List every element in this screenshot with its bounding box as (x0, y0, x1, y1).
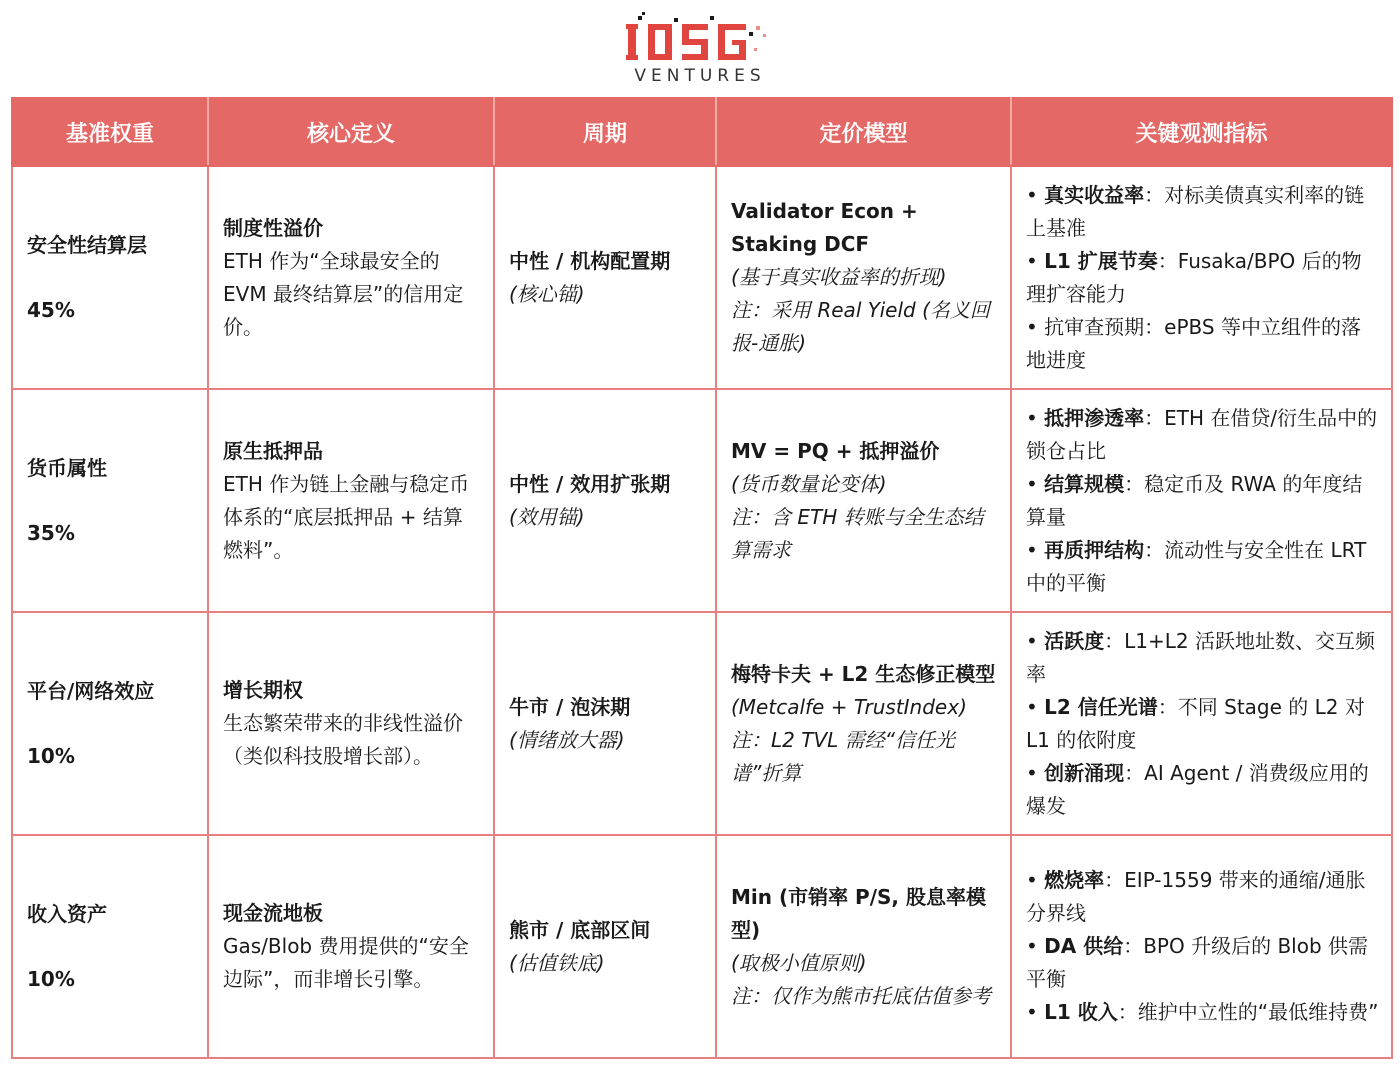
header-pricing-model: 定价模型 (716, 98, 1011, 166)
model-italic: (Metcalfe + TrustIndex) (731, 694, 967, 719)
model-italic: (货币数量论变体) (731, 471, 887, 496)
weight-name: 货币属性 (27, 455, 107, 480)
weight-value: 45% (27, 297, 75, 322)
indicator-label: 活跃度 (1044, 628, 1105, 653)
definition-cell (208, 166, 494, 389)
indicator-label: L1 扩展节奏 (1044, 248, 1158, 273)
indicator-item: • 抗审查预期：ePBS 等中立组件的落地进度 (1026, 314, 1361, 372)
indicator-text: 抗审查预期：ePBS 等中立组件的落地进度 (1026, 314, 1361, 372)
indicator-item: • 燃烧率：EIP-1559 带来的通缩/通胀分界线 (1026, 868, 1366, 925)
iosg-logo (0, 8, 1400, 88)
indicator-label: 创新涌现 (1044, 760, 1125, 785)
cycle-title: 中性 / 机构配置期 (509, 248, 671, 273)
definition-cell (208, 835, 494, 1058)
model-title: MV = PQ + 抵押溢价 (731, 438, 940, 463)
indicators-cell (1011, 612, 1392, 835)
definition-body: Gas/Blob 费用提供的“安全边际”，而非增长引擎。 (223, 934, 469, 991)
indicator-text: ：EIP-1559 带来的通缩/通胀分界线 (1026, 868, 1366, 925)
definition-body: ETH 作为“全球最安全的 EVM 最终结算层”的信用定价。 (223, 248, 464, 339)
indicator-item: • 活跃度：L1+L2 活跃地址数、交互频率 (1026, 628, 1376, 686)
model-note: 注：仅作为熊市托底估值参考 (731, 983, 991, 1008)
model-title: 梅特卡夫 + L2 生态修正模型 (731, 661, 996, 686)
indicator-label: DA 供给 (1044, 934, 1124, 958)
weight-name: 安全性结算层 (27, 232, 147, 257)
indicator-label: 真实收益率 (1044, 182, 1145, 207)
model-cell (716, 166, 1011, 389)
indicator-item: • 再质押结构：流动性与安全性在 LRT 中的平衡 (1026, 537, 1367, 595)
indicator-item: • L1 扩展节奏：Fusaka/BPO 后的物理扩容能力 (1026, 248, 1362, 306)
model-title: Validator Econ + Staking DCF (731, 199, 918, 256)
model-title: Min (市销率 P/S, 股息率模型) (731, 884, 986, 942)
indicator-text: ：对标美债真实利率的链上基准 (1026, 182, 1365, 240)
indicators-cell (1011, 835, 1392, 1058)
indicators-cell (1011, 389, 1392, 612)
indicator-text: ：流动性与安全性在 LRT 中的平衡 (1026, 537, 1367, 595)
table-row (12, 389, 1392, 612)
model-note: 注：含 ETH 转账与全生态结算需求 (731, 504, 984, 562)
weight-cell (12, 835, 208, 1058)
indicators-cell (1011, 166, 1392, 389)
indicator-item: • L1 收入：维护中立性的“最低维持费” (1026, 1000, 1379, 1024)
cycle-note: (核心锚) (509, 281, 585, 306)
weight-value: 10% (27, 966, 75, 991)
header-definition: 核心定义 (208, 98, 494, 166)
model-italic: (基于真实收益率的折现) (731, 265, 947, 289)
weight-cell (12, 389, 208, 612)
indicator-item: • 真实收益率：对标美债真实利率的链上基准 (1026, 182, 1365, 240)
indicator-label: L2 信任光谱 (1044, 694, 1158, 719)
indicator-item: • 结算规模：稳定币及 RWA 的年度结算量 (1026, 471, 1363, 529)
logo-subtitle: VENTURES (634, 66, 766, 86)
indicator-item: • DA 供给：BPO 升级后的 Blob 供需平衡 (1026, 934, 1369, 991)
cycle-note: (效用锚) (509, 504, 585, 529)
cycle-cell (494, 612, 716, 835)
indicator-label: 抵押渗透率 (1044, 405, 1145, 430)
definition-cell (208, 612, 494, 835)
indicator-label: 再质押结构 (1044, 537, 1145, 562)
model-cell (716, 389, 1011, 612)
indicator-label: 结算规模 (1044, 471, 1125, 496)
weight-name: 平台/网络效应 (27, 678, 155, 703)
weight-value: 35% (27, 520, 75, 545)
definition-body: 生态繁荣带来的非线性溢价（类似科技股增长部）。 (223, 711, 463, 768)
indicator-label: L1 收入 (1044, 1000, 1118, 1024)
iosg-logo-mark (626, 12, 776, 64)
indicator-text: ：维护中立性的“最低维持费” (1117, 1000, 1379, 1024)
cycle-cell (494, 389, 716, 612)
model-cell (716, 612, 1011, 835)
weight-value: 10% (27, 743, 75, 768)
model-note: 注：采用 Real Yield (名义回报-通胀) (731, 298, 990, 355)
header-weight: 基准权重 (12, 98, 208, 166)
cycle-note: (情绪放大器) (509, 727, 625, 752)
definition-body: ETH 作为链上金融与稳定币体系的“底层抵押品 + 结算燃料”。 (223, 471, 470, 562)
definition-title: 增长期权 (223, 678, 303, 702)
indicator-text: ：稳定币及 RWA 的年度结算量 (1026, 471, 1363, 529)
cycle-title: 熊市 / 底部区间 (509, 917, 651, 942)
header-cycle: 周期 (494, 98, 716, 166)
indicator-item: • 抵押渗透率：ETH 在借贷/衍生品中的锁仓占比 (1026, 405, 1378, 463)
weight-name: 收入资产 (27, 901, 107, 926)
definition-cell (208, 389, 494, 612)
definition-title: 制度性溢价 (223, 215, 323, 240)
model-cell (716, 835, 1011, 1058)
header-indicators: 关键观测指标 (1011, 98, 1392, 166)
indicator-item: • L2 信任光谱：不同 Stage 的 L2 对 L1 的依附度 (1026, 694, 1365, 752)
definition-title: 现金流地板 (223, 901, 323, 925)
indicator-text: ：L1+L2 活跃地址数、交互频率 (1026, 628, 1376, 686)
cycle-title: 中性 / 效用扩张期 (509, 471, 671, 496)
weight-cell (12, 612, 208, 835)
cycle-cell (494, 835, 716, 1058)
model-italic: (取极小值原则) (731, 950, 867, 975)
indicator-text: ：BPO 升级后的 Blob 供需平衡 (1026, 934, 1369, 991)
indicator-text: ：不同 Stage 的 L2 对 L1 的依附度 (1026, 694, 1365, 752)
model-note: 注：L2 TVL 需经“信任光谱”折算 (731, 727, 955, 785)
weight-framework-table (11, 97, 1393, 1059)
definition-title: 原生抵押品 (223, 438, 323, 463)
table-row (12, 612, 1392, 835)
indicator-label: 燃烧率 (1044, 868, 1105, 892)
table-row (12, 166, 1392, 389)
cycle-note: (估值铁底) (509, 950, 605, 975)
weight-cell (12, 166, 208, 389)
table-row (12, 835, 1392, 1058)
table-header-row (12, 98, 1392, 166)
cycle-cell (494, 166, 716, 389)
indicator-text: ：AI Agent / 消费级应用的爆发 (1026, 760, 1369, 818)
indicator-text: ：ETH 在借贷/衍生品中的锁仓占比 (1026, 405, 1378, 463)
cycle-title: 牛市 / 泡沫期 (509, 694, 631, 719)
indicator-item: • 创新涌现：AI Agent / 消费级应用的爆发 (1026, 760, 1369, 818)
indicator-text: ：Fusaka/BPO 后的物理扩容能力 (1026, 248, 1362, 306)
